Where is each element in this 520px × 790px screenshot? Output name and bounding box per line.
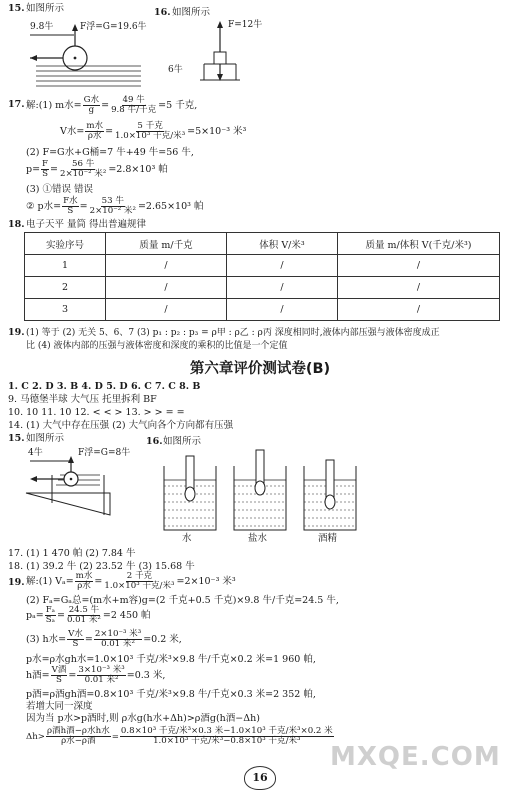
question-number: 19.	[8, 577, 25, 588]
question-number: 16.	[154, 7, 171, 18]
equation-line: ② p水= $\frac{\text{F水}}{S}$ = $\frac{\text{53 牛}}{\text{2×10⁻² 米²}}$ =2.65×10³ 帕	[26, 196, 204, 217]
equation-line: 若增大同一深度	[26, 701, 93, 712]
beakers-diagram	[150, 446, 370, 536]
table-cell: 2	[25, 277, 106, 299]
equation-line: Δh> $\frac{\text{ρ酒h酒−ρ水h水}}{\text{ρ水−ρ酒}}$ = $\frac{\text{0.8×10³ 千克/米³×0.3 米−1.0×10³ 千克/米³×0.2 米}}{\text{1.0×10³ 千克/米³−0.8×10³ 千克/米³}}$	[26, 726, 333, 747]
equation-line: p水=ρ水gh水=1.0×10³ 千克/米³×9.8 牛/千克×0.2 米=1 960 帕,	[26, 654, 316, 665]
question-text: 如图所示	[26, 3, 65, 14]
table-header-cell: 质量 m/千克	[106, 233, 227, 255]
answer-line: 14. (1) 大气中存在压强 (2) 大气向各个方向都有压强	[8, 420, 234, 431]
table-row	[25, 255, 500, 277]
table-header-cell: 实验序号	[25, 233, 106, 255]
question-number: 15.	[8, 433, 25, 444]
answer-line: 1. C 2. D 3. B 4. D 5. D 6. C 7. C 8. B	[8, 381, 201, 392]
table-row	[25, 277, 500, 299]
question-number: 18.	[8, 219, 25, 230]
question-text: 如图所示	[172, 7, 211, 18]
question-text: 电子天平 量筒 得出普遍规律	[26, 219, 147, 230]
force-label: F=12牛	[228, 20, 263, 30]
table-cell: /	[227, 277, 338, 299]
force-label: F浮=G=19.6牛	[80, 22, 147, 32]
beaker-alcohol	[304, 460, 356, 530]
table-cell: 3	[25, 299, 106, 321]
equation-line: p= $\frac{F}{S}$ = $\frac{\text{56 牛}}{\text{2×10⁻² 米²}}$ =2.8×10³ 帕	[26, 159, 168, 180]
answer-line: 17. (1) 1 470 帕 (2) 7.84 牛	[8, 548, 136, 559]
equation-line: 解:(1) Vₐ= $\frac{\text{m水}}{\text{ρ水}}$ = $\frac{\text{2 千克}}{\text{1.0×10³ 千克/米³}}$ =2×10⁻³ 米³	[26, 571, 236, 592]
table-row	[25, 299, 500, 321]
equation-line: h酒= $\frac{\text{V酒}}{S}$ = $\frac{\text{3×10⁻³ 米³}}{\text{0.01 米²}}$ =0.3 米,	[26, 665, 166, 686]
answer-line: (1) 等于 (2) 无关 5、6、7 (3) p₁ : p₂ : p₃ = ρ甲 : ρ乙 : ρ丙 深度相同时,液体内部压强与液体密度成正	[26, 328, 440, 338]
beaker-label: 水	[182, 533, 192, 544]
answer-line: 18. (1) 39.2 牛 (2) 23.52 牛 (3) 15.68 牛	[8, 561, 195, 572]
equation-line: 解:(1) m水= $\frac{\text{G水}}{g}$ = $\frac{\text{49 牛}}{\text{9.8 牛/千克}}$ =5 千克,	[26, 95, 198, 116]
equation-line: p酒=ρ酒gh酒=0.8×10³ 千克/米³×9.8 牛/千克×0.3 米=2 352 帕,	[26, 689, 316, 700]
table-header-row	[25, 233, 500, 255]
question-text: 如图所示	[163, 436, 202, 447]
answer-line: 9. 马德堡半球 大气压 托里拆利 BF	[8, 394, 157, 405]
equation-line: (2) F=G水+G桶=7 牛+49 牛=56 牛,	[26, 147, 194, 158]
chapter-title: 第六章评价测试卷(B)	[189, 361, 331, 377]
table-header-cell: 体积 V/米³	[227, 233, 338, 255]
table-cell: 1	[25, 255, 106, 277]
table-cell: /	[338, 277, 500, 299]
question-number: 19.	[8, 327, 25, 338]
floating-ball-diagram	[26, 18, 156, 93]
block-diagram	[190, 18, 263, 88]
table-header-cell: 质量 m/体积 V(千克/米³)	[338, 233, 500, 255]
experiment-table	[24, 232, 500, 321]
equation-line: (3) ①错误 错误	[26, 184, 93, 195]
question-number: 17.	[8, 99, 25, 110]
beaker-saltwater	[234, 450, 286, 530]
equation-line: (3) h水= $\frac{\text{V水}}{S}$ = $\frac{\text{2×10⁻³ 米³}}{\text{0.01 米²}}$ =0.2 米,	[26, 629, 182, 650]
question-text: 如图所示	[26, 433, 65, 444]
beaker-label: 酒精	[318, 533, 338, 544]
answer-line: 10. 10 11. 10 12. < < > 13. > > = =	[8, 407, 185, 418]
table-cell: /	[106, 277, 227, 299]
beaker-label: 盐水	[248, 533, 268, 544]
force-label: 6牛	[168, 65, 183, 75]
equation-line: V水= $\frac{\text{m水}}{\text{ρ水}}$ = $\frac{\text{5 千克}}{\text{1.0×10³ 千克/米³}}$ =5×10⁻³ 米³	[60, 121, 247, 142]
beaker-water	[164, 456, 216, 530]
table-cell: /	[227, 299, 338, 321]
equation-line: (2) Fₐ=Gₐ总=(m水+m容)g=(2 千克+0.5 千克)×9.8 牛/千克=24.5 牛,	[26, 595, 339, 606]
force-label: 4牛	[28, 448, 43, 458]
table-cell: /	[338, 299, 500, 321]
force-label: F浮=G=8牛	[78, 448, 131, 458]
equation-line: 因为当 p水>p酒时,则 ρ水g(h水+Δh)>ρ酒g(h酒−Δh)	[26, 713, 260, 724]
incline-ball-diagram	[24, 455, 144, 520]
watermark-text: MXQE.COM	[330, 742, 501, 772]
table-cell: /	[106, 255, 227, 277]
equation-line: pₐ= $\frac{\text{Fₐ}}{\text{Sₐ}}$ = $\frac{\text{24.5 牛}}{\text{0.01 米²}}$ =2 450 帕	[26, 605, 151, 626]
table-cell: /	[106, 299, 227, 321]
table-cell: /	[227, 255, 338, 277]
answer-line: 比 (4) 液体内部的压强与液体密度和深度的乘积的比值是一个定值	[26, 341, 288, 351]
question-number: 15.	[8, 3, 25, 14]
force-label: 9.8牛	[30, 22, 54, 32]
table-cell: /	[338, 255, 500, 277]
question-number: 16.	[146, 436, 163, 447]
page-number: 16	[244, 766, 276, 790]
